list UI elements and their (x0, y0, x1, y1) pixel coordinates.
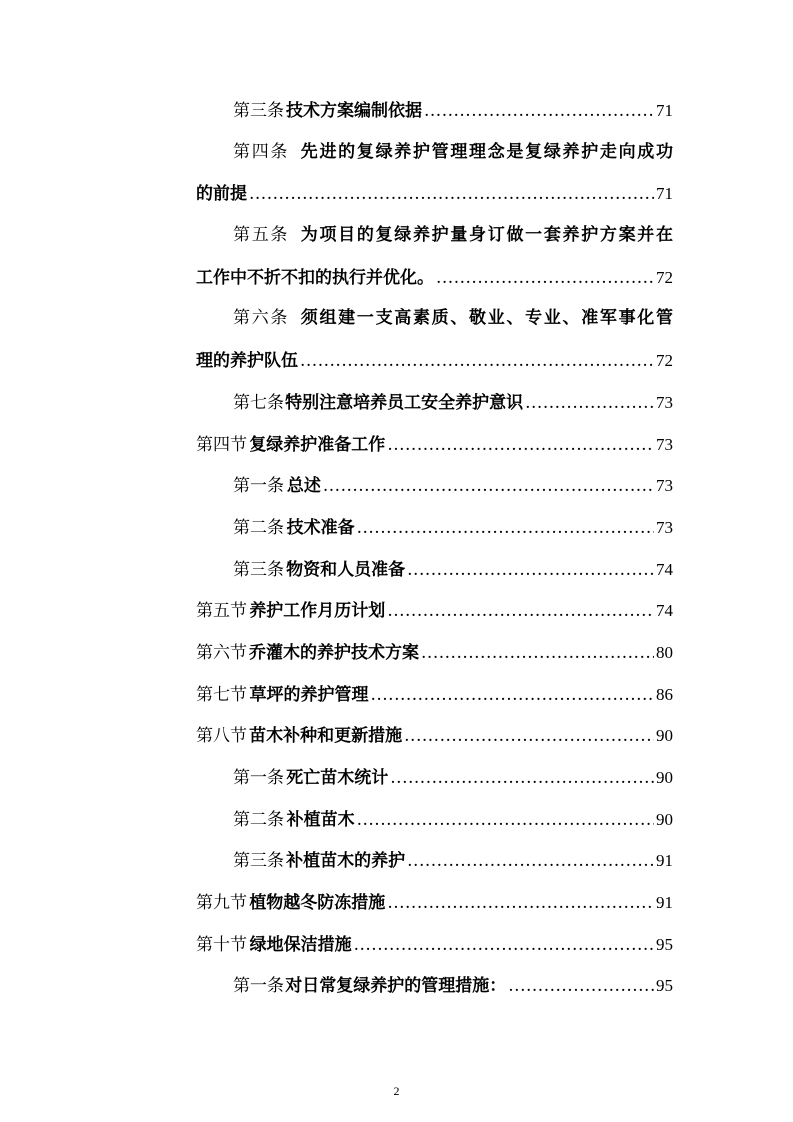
dot-leader (387, 883, 654, 925)
toc-entry-title: 技术方案编制依据 (285, 101, 422, 121)
toc-entry-number: 第四条 (233, 141, 290, 162)
toc-entry-page: 74 (656, 601, 673, 621)
dot-leader (354, 925, 654, 967)
toc-entry-page: 73 (656, 434, 673, 454)
toc-entry-number: 第五节 (196, 601, 247, 622)
toc-entry[interactable] (196, 424, 673, 466)
dot-leader (436, 258, 654, 300)
toc-entry-number: 第九节 (196, 893, 247, 914)
toc-entry-number: 第五条 (233, 225, 290, 246)
toc-entry-number: 第八节 (196, 726, 247, 747)
toc-entry-title: 补植苗木 (286, 809, 355, 830)
toc-entry-page: 91 (656, 851, 673, 871)
toc-entry[interactable] (196, 90, 673, 132)
toc-entry-title: 为项目的复绿养护量身订做一套养护方案并在 (299, 225, 674, 246)
toc-entry-number: 第一条 (233, 476, 284, 497)
toc-entry-number: 第二条 (233, 517, 284, 538)
toc-entry-title: 死亡苗木统计 (286, 768, 389, 788)
toc-entry-number: 第七节 (196, 684, 247, 705)
table-of-contents (196, 90, 673, 1007)
toc-entry-title: 补植苗木的养护 (286, 851, 406, 872)
toc-entry-title: 乔灌木的养护技术方案 (249, 642, 420, 663)
toc-entry-number: 第一条 (233, 976, 284, 997)
toc-entry-page: 71 (656, 184, 673, 204)
toc-entry-title: 养护工作月历计划 (249, 601, 386, 622)
toc-entry-number: 第十节 (196, 934, 247, 955)
toc-entry-title: 草坪的养护管理 (249, 684, 369, 705)
toc-entry-number: 第一条 (233, 768, 284, 788)
toc-entry-title: 苗木补种和更新措施 (249, 726, 403, 747)
dot-leader (323, 466, 654, 508)
toc-entry-page: 71 (656, 101, 673, 120)
dot-leader (508, 966, 654, 1008)
toc-entry-page: 73 (656, 476, 673, 496)
dot-leader (387, 425, 654, 467)
dot-leader (300, 341, 654, 383)
toc-entry[interactable] (196, 924, 673, 966)
dot-leader (370, 675, 654, 717)
toc-entry-page: 90 (656, 768, 673, 787)
toc-entry-title-continued: 的前提 (196, 184, 247, 205)
toc-entry-title: 植物越冬防冻措施 (249, 893, 386, 914)
dot-leader (407, 550, 654, 592)
toc-entry[interactable] (196, 965, 673, 1007)
toc-entry[interactable] (196, 465, 673, 507)
toc-entry-page: 95 (656, 934, 673, 954)
toc-entry[interactable] (196, 882, 673, 924)
dot-leader (390, 758, 654, 800)
toc-entry-title-continued: 理的养护队伍 (196, 351, 298, 372)
toc-entry[interactable] (196, 757, 673, 799)
toc-entry-title: 须组建一支高素质、敬业、专业、准军事化管 (299, 308, 674, 329)
dot-leader (525, 383, 654, 425)
dot-leader (357, 800, 654, 842)
toc-entry[interactable] (196, 382, 673, 424)
toc-entry[interactable] (196, 799, 673, 841)
toc-entry[interactable] (196, 590, 673, 632)
toc-entry-page: 95 (656, 976, 673, 996)
toc-entry[interactable] (196, 507, 673, 549)
toc-entry-page: 72 (656, 351, 673, 371)
toc-entry-title: 对日常复绿养护的管理措施： (285, 976, 507, 997)
toc-entry-title: 物资和人员准备 (286, 559, 406, 580)
dot-leader (404, 716, 654, 758)
toc-entry-number: 第二条 (233, 809, 284, 830)
dot-leader (407, 841, 654, 883)
toc-entry-page: 80 (656, 642, 673, 662)
toc-entry[interactable] (196, 132, 673, 215)
toc-entry-number: 第六节 (196, 642, 247, 663)
toc-entry-number: 第六条 (233, 308, 290, 329)
dot-leader (387, 591, 654, 633)
toc-entry-title: 复绿养护准备工作 (249, 434, 386, 455)
toc-entry-page: 90 (656, 809, 673, 829)
toc-entry-number: 第三条 (233, 101, 284, 121)
toc-entry-page: 91 (656, 893, 673, 913)
toc-entry-number: 第三条 (233, 851, 284, 872)
toc-entry[interactable] (196, 674, 673, 716)
toc-entry-number: 第三条 (233, 559, 284, 580)
dot-leader (421, 633, 654, 675)
toc-entry[interactable] (196, 215, 673, 298)
dot-leader (249, 174, 654, 216)
toc-entry-page: 73 (656, 517, 673, 537)
dot-leader (424, 91, 654, 133)
toc-entry-page: 90 (656, 726, 673, 746)
toc-entry-page: 72 (656, 267, 673, 287)
toc-entry-page: 74 (656, 559, 673, 579)
toc-entry-number: 第四节 (196, 434, 247, 455)
dot-leader (357, 508, 654, 550)
toc-entry-title: 特别注意培养员工安全养护意识 (285, 392, 524, 413)
toc-entry-number: 第七条 (233, 392, 284, 413)
toc-entry[interactable] (196, 549, 673, 591)
toc-entry-title: 绿地保洁措施 (249, 934, 352, 955)
toc-entry-title-continued: 工作中不折不扣的执行并优化。 (196, 267, 434, 288)
toc-entry[interactable] (196, 298, 673, 381)
toc-entry[interactable] (196, 840, 673, 882)
toc-entry-title: 技术准备 (286, 517, 355, 538)
toc-entry-page: 86 (656, 684, 673, 704)
toc-entry[interactable] (196, 715, 673, 757)
toc-entry-title: 总述 (286, 476, 321, 497)
toc-entry[interactable] (196, 632, 673, 674)
toc-entry-title: 先进的复绿养护管理理念是复绿养护走向成功 (299, 141, 674, 162)
page-number: 2 (393, 1084, 400, 1098)
toc-entry-page: 73 (656, 392, 673, 412)
